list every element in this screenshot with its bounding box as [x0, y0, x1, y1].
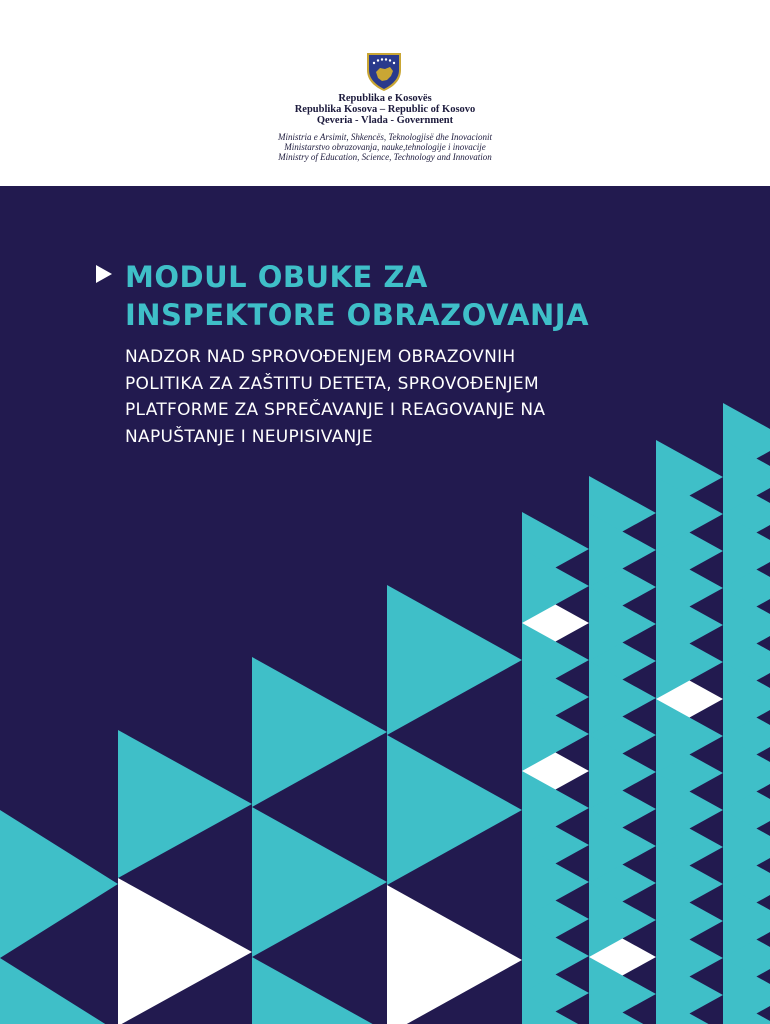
- pattern-triangle: [118, 730, 252, 878]
- kosovo-emblem-icon: [363, 50, 405, 92]
- subtitle-line-3: PLATFORME ZA SPREČAVANJE I REAGOVANJE NA: [125, 400, 546, 420]
- pattern-triangle: [387, 735, 522, 885]
- page-title: [125, 258, 745, 334]
- title-line-2: INSPEKTORE OBRAZOVANJA: [125, 298, 590, 332]
- pattern-triangle: [387, 585, 522, 735]
- gov-name-government: Qeveria - Vlada - Government: [316, 115, 454, 126]
- gov-name-albanian: Republika e Kosovës: [338, 93, 432, 104]
- header: [0, 0, 770, 186]
- pattern-triangle: [252, 807, 387, 957]
- pattern-triangle: [252, 657, 387, 807]
- play-triangle-icon: [96, 265, 112, 283]
- pattern-triangle: [252, 957, 387, 1024]
- ministry-name-albanian: Ministria e Arsimit, Shkencës, Teknologjisë dhe Inovacionit: [278, 132, 492, 142]
- pattern-triangle: [0, 810, 118, 958]
- subtitle-line-2: POLITIKA ZA ZAŠTITU DETETA, SPROVOĐENJEM: [125, 373, 539, 394]
- page-subtitle: [125, 344, 745, 450]
- pattern-triangle: [118, 878, 252, 1024]
- cover-panel: [0, 186, 770, 1024]
- title-line-1: MODUL OBUKE ZA: [125, 260, 428, 294]
- pattern-triangle: [387, 885, 522, 1024]
- ministry-name-serbian: Ministarstvo obrazovanja, nauke,tehnologije i inovacije: [284, 142, 486, 152]
- pattern-triangle: [0, 958, 118, 1024]
- gov-name-serbian-english: Republika Kosova – Republic of Kosovo: [294, 104, 476, 115]
- subtitle-line-1: NADZOR NAD SPROVOĐENJEM OBRAZOVNIH: [125, 347, 516, 367]
- ministry-name-english: Ministry of Education, Science, Technology and Innovation: [278, 152, 492, 162]
- subtitle-line-4: NAPUŠTANJE I NEUPISIVANJE: [125, 426, 373, 447]
